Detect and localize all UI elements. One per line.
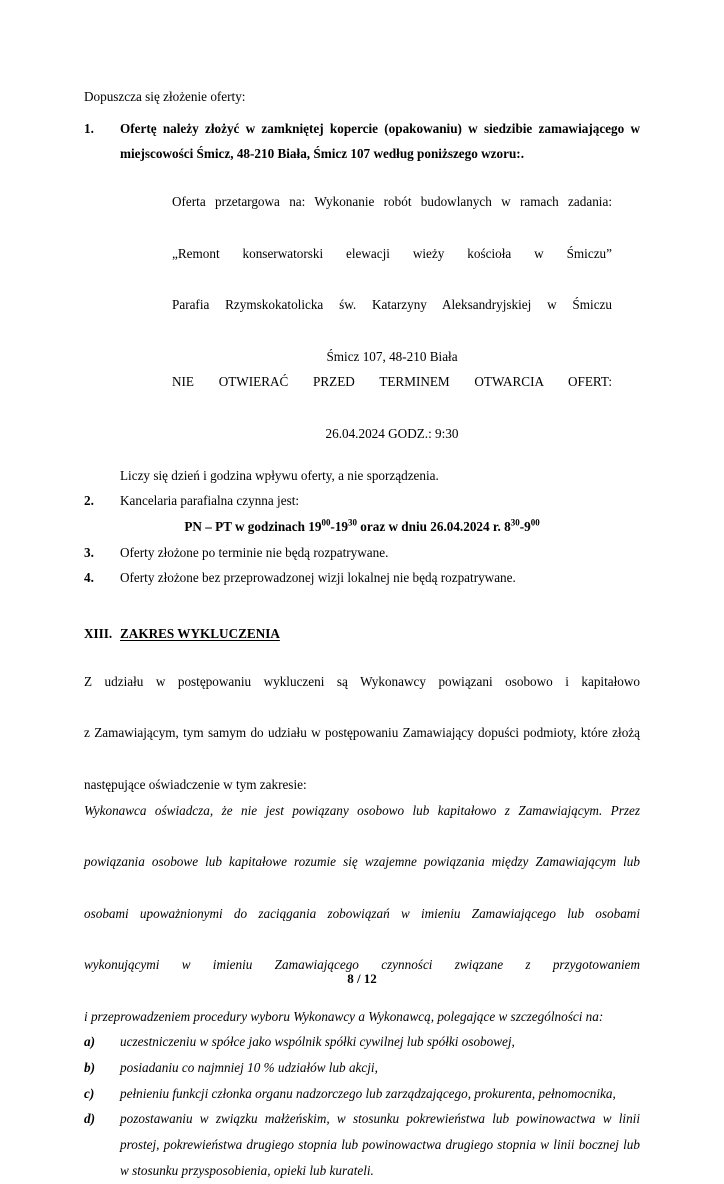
section-title: ZAKRES WYKLUCZENIA bbox=[120, 626, 280, 642]
envelope-line-3: Parafia Rzymskokatolicka św. Katarzyny Aleksandryjskiej w Śmiczu bbox=[172, 297, 612, 313]
hours-mid-2: oraz w dniu 26.04.2024 r. 8 bbox=[356, 519, 511, 535]
paragraph-line: wykonującymi w imieniu Zamawiającego czynności związane z przygotowaniem bbox=[84, 957, 640, 973]
exclusion-item-b bbox=[84, 1055, 640, 1081]
list-item-text: pełnieniu funkcji członka organu nadzorczego lub zarządzającego, prokurenta, pełnomocnika, bbox=[120, 1085, 616, 1101]
hours-mid-3: -9 bbox=[519, 519, 531, 535]
paragraph-line: następujące oświadczenie w tym zakresie: bbox=[84, 776, 307, 792]
list-item-no-site-visit bbox=[84, 565, 640, 591]
page-content bbox=[84, 84, 640, 1184]
list-marker: 2. bbox=[84, 493, 94, 509]
list-marker: c) bbox=[84, 1085, 95, 1101]
exclusion-item-a bbox=[84, 1029, 640, 1055]
list-item-late-offers bbox=[84, 540, 640, 566]
section-number: XIII. bbox=[84, 626, 113, 642]
envelope-line-1: Oferta przetargowa na: Wykonanie robót budowlanych w ramach zadania: bbox=[172, 194, 612, 210]
list-item-text: Kancelaria parafialna czynna jest: bbox=[120, 493, 300, 509]
list-marker: d) bbox=[84, 1111, 95, 1127]
office-hours-line bbox=[84, 514, 640, 540]
envelope-line-4: Śmicz 107, 48-210 Biała bbox=[326, 348, 458, 364]
hours-mid-1: -19 bbox=[330, 519, 349, 535]
paragraph-line: pozostawaniu w związku małżeńskim, w stosunku pokrewieństwa lub powinowactwa w linii bbox=[120, 1111, 640, 1127]
paragraph-line: w stosunku przysposobienia, opieki lub kurateli. bbox=[120, 1162, 374, 1178]
paragraph-line: Wykonawca oświadcza, że nie jest powiązany osobowo lub kapitałowo z Zamawiającym. Przez bbox=[84, 802, 640, 818]
list-item-text: Oferty złożone bez przeprowadzonej wizji lokalnej nie będą rozpatrywane. bbox=[120, 570, 516, 586]
section-heading-exclusion-scope bbox=[84, 621, 640, 647]
hours-superscript-1: 00 bbox=[321, 517, 331, 528]
page-indicator: 8 / 12 bbox=[347, 971, 377, 986]
declaration-paragraph bbox=[84, 798, 640, 1030]
list-marker: 3. bbox=[84, 544, 94, 560]
list-marker: 1. bbox=[84, 120, 94, 136]
paragraph-line: powiązania osobowe lub kapitałowe rozumie się wzajemne powiązania między Zamawiającym lub bbox=[84, 854, 640, 870]
hours-superscript-2: 30 bbox=[348, 517, 357, 528]
list-item-office-hours bbox=[84, 488, 640, 514]
envelope-line-5: NIE OTWIERAĆ PRZED TERMINEM OTWARCIA OFERT: bbox=[172, 374, 612, 390]
paragraph-line: z Zamawiającym, tym samym do udziału w postępowaniu Zamawiający dopuści podmioty, które złożą bbox=[84, 725, 640, 741]
exclusion-item-c bbox=[84, 1081, 640, 1107]
list-item-text: uczestniczeniu w spółce jako wspólnik spółki cywilnej lub spółki osobowej, bbox=[120, 1034, 515, 1050]
list-item-text: posiadaniu co najmniej 10 % udziałów lub akcji, bbox=[120, 1059, 378, 1075]
intro-line: Dopuszcza się złożenie oferty: bbox=[84, 89, 246, 104]
hours-prefix: PN – PT w godzinach 19 bbox=[184, 519, 322, 535]
list-item-text bbox=[120, 1106, 640, 1183]
hours-superscript-3: 30 bbox=[510, 517, 520, 528]
list-marker: a) bbox=[84, 1034, 95, 1050]
paragraph-line: Z udziału w postępowaniu wykluczeni są Wykonawcy powiązani osobowo i kapitałowo bbox=[84, 673, 640, 689]
list-item-offer-submission bbox=[84, 116, 640, 167]
envelope-template-block bbox=[84, 189, 640, 446]
list-item-text: Ofertę należy złożyć w zamkniętej kopercie (opakowaniu) w siedzibie zamawiającego w miejscowości Śmicz, 48-210 Biała, Śmicz 107 według poniższego wzoru:. bbox=[120, 120, 640, 162]
paragraph-line: osobami upoważnionymi do zaciągania zobowiązań w imieniu Zamawiającego lub osobami bbox=[84, 905, 640, 921]
list-marker: 4. bbox=[84, 570, 94, 586]
hours-superscript-4: 00 bbox=[530, 517, 540, 528]
note-delivery-line: Liczy się dzień i godzina wpływu oferty, a nie sporządzenia. bbox=[120, 467, 439, 483]
page-footer bbox=[0, 966, 724, 991]
list-marker: b) bbox=[84, 1059, 95, 1075]
list-item-text: Oferty złożone po terminie nie będą rozpatrywane. bbox=[120, 544, 389, 560]
section-intro-paragraph bbox=[84, 669, 640, 798]
envelope-line-2: „Remont konserwatorski elewacji wieży kościoła w Śmiczu” bbox=[172, 245, 612, 261]
paragraph-line: prostej, pokrewieństwa drugiego stopnia lub powinowactwa drugiego stopnia w linii bocznej lub bbox=[120, 1137, 640, 1153]
paragraph-line: i przeprowadzeniem procedury wyboru Wykonawcy a Wykonawcą, polegające w szczególności na: bbox=[84, 1008, 604, 1024]
exclusion-item-d bbox=[84, 1106, 640, 1183]
envelope-line-6: 26.04.2024 GODZ.: 9:30 bbox=[325, 425, 459, 441]
